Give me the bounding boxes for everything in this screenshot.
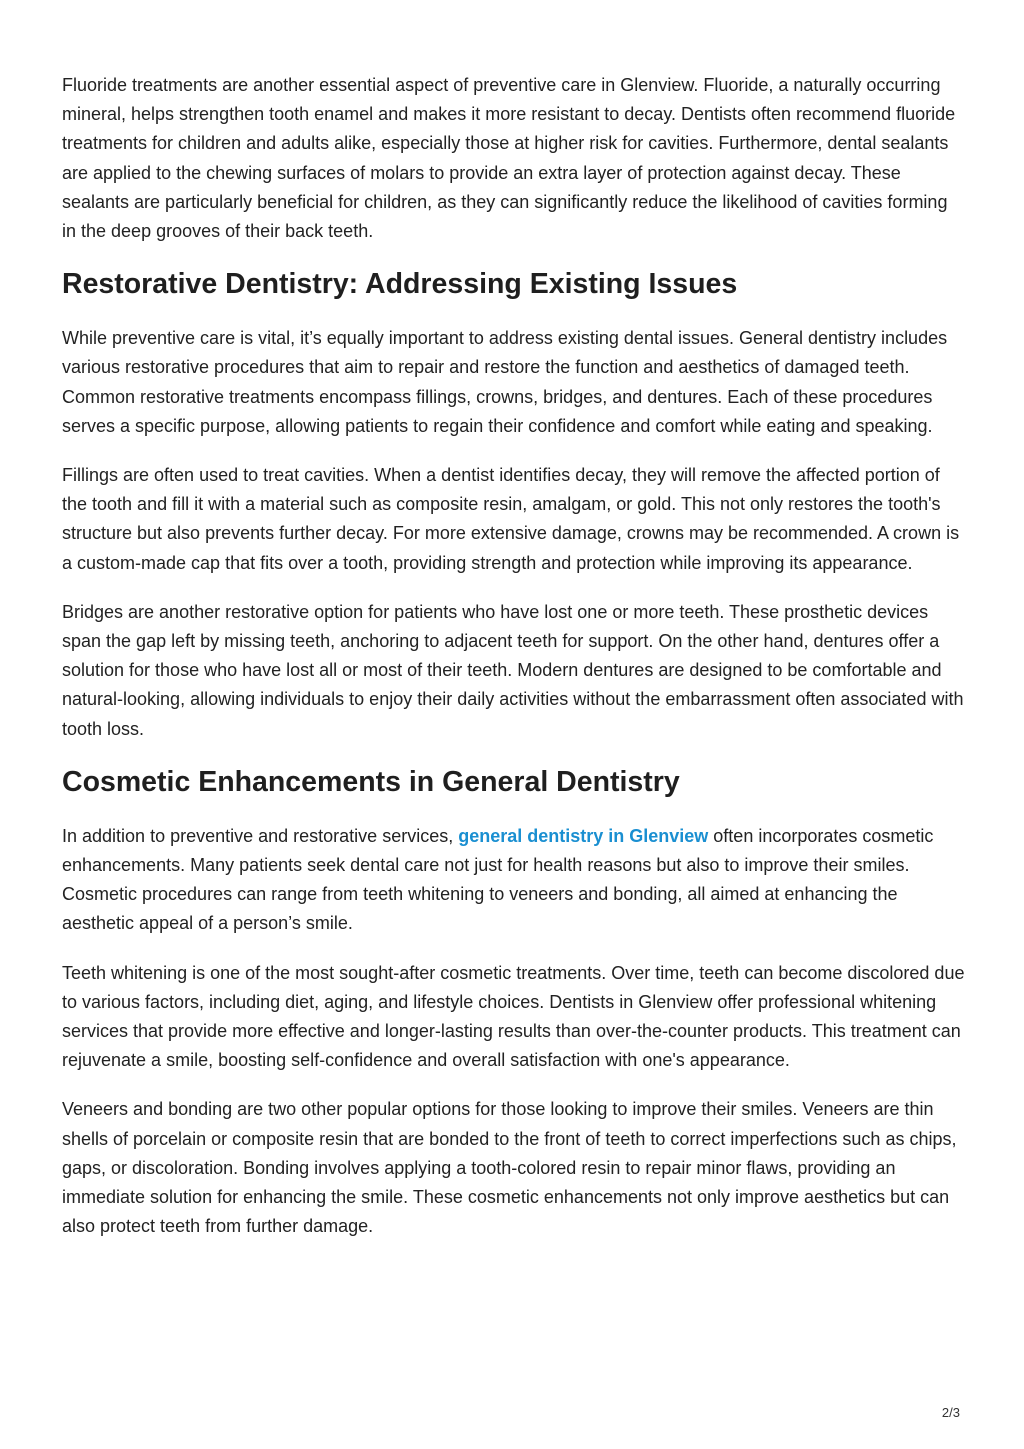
paragraph-veneers-bonding: Veneers and bonding are two other popular options for those looking to improve their smiles. Veneers are thin shells of porcelain or composite resin that are bonded to the front of teeth to correct imperfections such as chips, gaps, or discoloration. Bonding involves applying a tooth-colored resin to repair minor flaws, providing an immediate solution for enhancing the smile. These cosmetic enhancements not only improve aesthetics but can also protect teeth from further damage. (62, 1099, 957, 1237)
paragraph-fluoride: Fluoride treatments are another essential aspect of preventive care in Glenview. Fluoride, a naturally occurring mineral, helps strengthen tooth enamel and makes it more resistant to decay. Dentists often recommend fluoride treatments for children and adults alike, especially those at higher risk for cavities. Furthermore, dental sealants are applied to the chewing surfaces of molars to provide an extra layer of protection against decay. These sealants are particularly beneficial for children, as they can significantly reduce the likelihood of cavities forming in the deep grooves of their back teeth. (62, 75, 956, 242)
paragraph-fillings: Fillings are often used to treat cavities. When a dentist identifies decay, they will remove the affected portion of the tooth and fill it with a material such as composite resin, amalgam, or gold. This not only restores the tooth's structure but also prevents further decay. For more extensive damage, crowns may be recommended. A crown is a custom-made cap that fits over a tooth, providing strength and protection while improving its appearance. (62, 465, 960, 573)
page-number: 2/3 (941, 1405, 960, 1420)
text-after-link: often incorporates cosmetic enhancements. Many patients seek dental care not just for health reasons but also to improve their smiles. Cosmetic procedures can range from teeth whitening to veneers and bonding, all aimed at enhancing the aesthetic appeal of a person’s smile. (62, 825, 934, 934)
heading-restorative-dentistry: Restorative Dentistry: Addressing Existing Issues (62, 268, 738, 301)
paragraph-restorative-intro: While preventive care is vital, it’s equally important to address existing dental issues. General dentistry includes various restorative procedures that aim to repair and restore the function and aesthetics of damaged teeth. Common restorative treatments encompass fillings, crowns, bridges, and dentures. Each of these procedures serves a specific purpose, allowing patients to regain their confidence and comfort while eating and speaking. (62, 328, 948, 436)
paragraph-cosmetic-intro (62, 822, 966, 939)
paragraph-bridges: Bridges are another restorative option for patients who have lost one or more teeth. These prosthetic devices span the gap left by missing teeth, anchoring to adjacent teeth for support. On the other hand, dentures offer a solution for those who have lost all or most of their teeth. Modern dentures are designed to be comfortable and natural-looking, allowing individuals to enjoy their daily activities without the embarrassment often associated with tooth loss. (62, 601, 964, 739)
document-page (62, 71, 966, 1262)
heading-cosmetic-enhancements: Cosmetic Enhancements in General Dentistry (62, 765, 680, 798)
text-before-link: In addition to preventive and restorative services, (62, 825, 459, 846)
general-dentistry-link[interactable]: general dentistry in Glenview (458, 825, 709, 846)
paragraph-teeth-whitening: Teeth whitening is one of the most sought-after cosmetic treatments. Over time, teeth can become discolored due to various factors, including diet, aging, and lifestyle choices. Dentists in Glenview offer professional whitening services that provide more effective and longer-lasting results than over-the-counter products. This treatment can rejuvenate a smile, boosting self-confidence and overall satisfaction with one's appearance. (62, 962, 965, 1071)
